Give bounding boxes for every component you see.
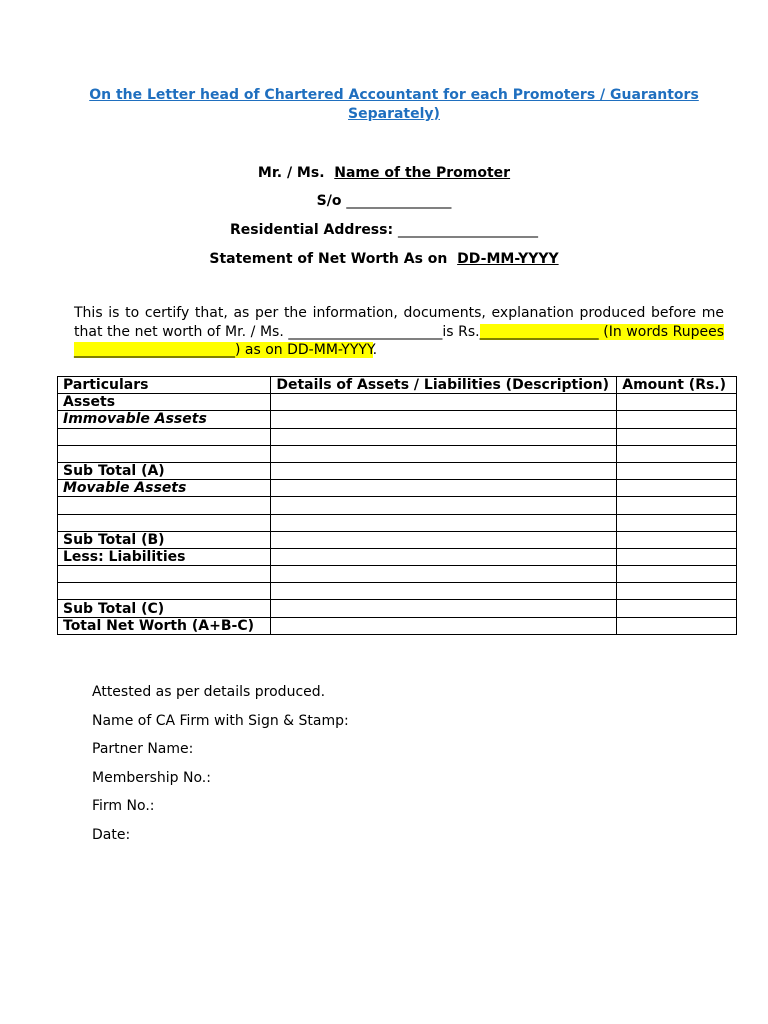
details-cell xyxy=(271,480,617,497)
particulars-cell: Less: Liabilities xyxy=(58,548,271,565)
particulars-cell: Assets xyxy=(58,394,271,411)
table-row xyxy=(58,514,737,531)
details-cell xyxy=(271,617,617,634)
particulars-cell xyxy=(58,583,271,600)
details-cell xyxy=(271,445,617,462)
net-worth-table xyxy=(57,376,737,635)
particulars-cell xyxy=(58,445,271,462)
amount-cell xyxy=(617,428,737,445)
ca-firm-line: Name of CA Firm with Sign & Stamp: xyxy=(92,712,349,729)
header-particulars: Particulars xyxy=(58,377,271,394)
amount-cell xyxy=(617,531,737,548)
header-amount: Amount (Rs.) xyxy=(617,377,737,394)
certificate-highlight: _________________ (In words Rupees _______________________) as on DD-MM-YYYY xyxy=(74,323,724,358)
details-cell xyxy=(271,394,617,411)
address-line xyxy=(0,221,768,239)
details-cell xyxy=(271,583,617,600)
particulars-cell: Sub Total (A) xyxy=(58,462,271,479)
amount-cell xyxy=(617,548,737,565)
particulars-cell: Movable Assets xyxy=(58,480,271,497)
amount-cell xyxy=(617,514,737,531)
address-blank: ____________________ xyxy=(397,222,538,238)
firm-no-line: Firm No.: xyxy=(92,798,155,815)
table-row xyxy=(58,548,737,565)
amount-cell xyxy=(617,480,737,497)
partner-name-line: Partner Name: xyxy=(92,741,194,758)
so-blank: _______________ xyxy=(346,193,452,209)
certificate-end: . xyxy=(372,342,378,358)
son-of-line xyxy=(0,192,768,210)
certificate-text: This is to certify that, as per the information, documents, explanation produced before me that the net worth of Mr. / Ms. ______________________is Rs. xyxy=(74,305,724,340)
table-header-row xyxy=(58,377,737,394)
details-cell xyxy=(271,531,617,548)
particulars-cell xyxy=(58,428,271,445)
details-cell xyxy=(271,411,617,428)
amount-cell xyxy=(617,583,737,600)
table-row xyxy=(58,600,737,617)
table-row xyxy=(58,583,737,600)
amount-cell xyxy=(617,394,737,411)
table-row xyxy=(58,617,737,634)
table-row xyxy=(58,411,737,428)
so-label: S/o xyxy=(316,193,342,209)
heading-line-2: Separately) xyxy=(348,106,440,122)
amount-cell xyxy=(617,566,737,583)
table-row xyxy=(58,428,737,445)
table-row xyxy=(58,445,737,462)
particulars-cell xyxy=(58,566,271,583)
membership-no-line: Membership No.: xyxy=(92,769,211,786)
particulars-cell xyxy=(58,497,271,514)
amount-cell xyxy=(617,617,737,634)
details-cell xyxy=(271,514,617,531)
heading-line-1: On the Letter head of Chartered Accountant for each Promoters / Guarantors xyxy=(89,87,699,103)
table-row xyxy=(58,480,737,497)
table-row xyxy=(58,531,737,548)
details-cell xyxy=(271,428,617,445)
statement-label: Statement of Net Worth As on xyxy=(209,251,448,267)
promoter-name-line xyxy=(0,164,768,182)
amount-cell xyxy=(617,600,737,617)
particulars-cell: Sub Total (C) xyxy=(58,600,271,617)
address-label: Residential Address: xyxy=(230,222,394,238)
amount-cell xyxy=(617,411,737,428)
details-cell xyxy=(271,600,617,617)
amount-cell xyxy=(617,497,737,514)
table-row xyxy=(58,462,737,479)
table-row xyxy=(58,497,737,514)
details-cell xyxy=(271,566,617,583)
statement-line xyxy=(0,250,768,268)
particulars-cell xyxy=(58,514,271,531)
amount-cell xyxy=(617,462,737,479)
details-cell xyxy=(271,462,617,479)
name-prefix: Mr. / Ms. xyxy=(257,165,325,181)
header-details: Details of Assets / Liabilities (Description) xyxy=(271,377,617,394)
particulars-cell: Immovable Assets xyxy=(58,411,271,428)
particulars-cell: Total Net Worth (A+B-C) xyxy=(58,617,271,634)
table-row xyxy=(58,566,737,583)
table-row xyxy=(58,394,737,411)
details-cell xyxy=(271,548,617,565)
details-cell xyxy=(271,497,617,514)
particulars-cell: Sub Total (B) xyxy=(58,531,271,548)
statement-date: DD-MM-YYYY xyxy=(457,251,559,267)
promoter-name: Name of the Promoter xyxy=(334,165,511,181)
attested-line: Attested as per details produced. xyxy=(92,684,326,700)
amount-cell xyxy=(617,445,737,462)
document-heading xyxy=(60,86,728,124)
date-line: Date: xyxy=(92,826,131,843)
attestation-block xyxy=(92,678,349,850)
certificate-paragraph xyxy=(74,304,724,360)
